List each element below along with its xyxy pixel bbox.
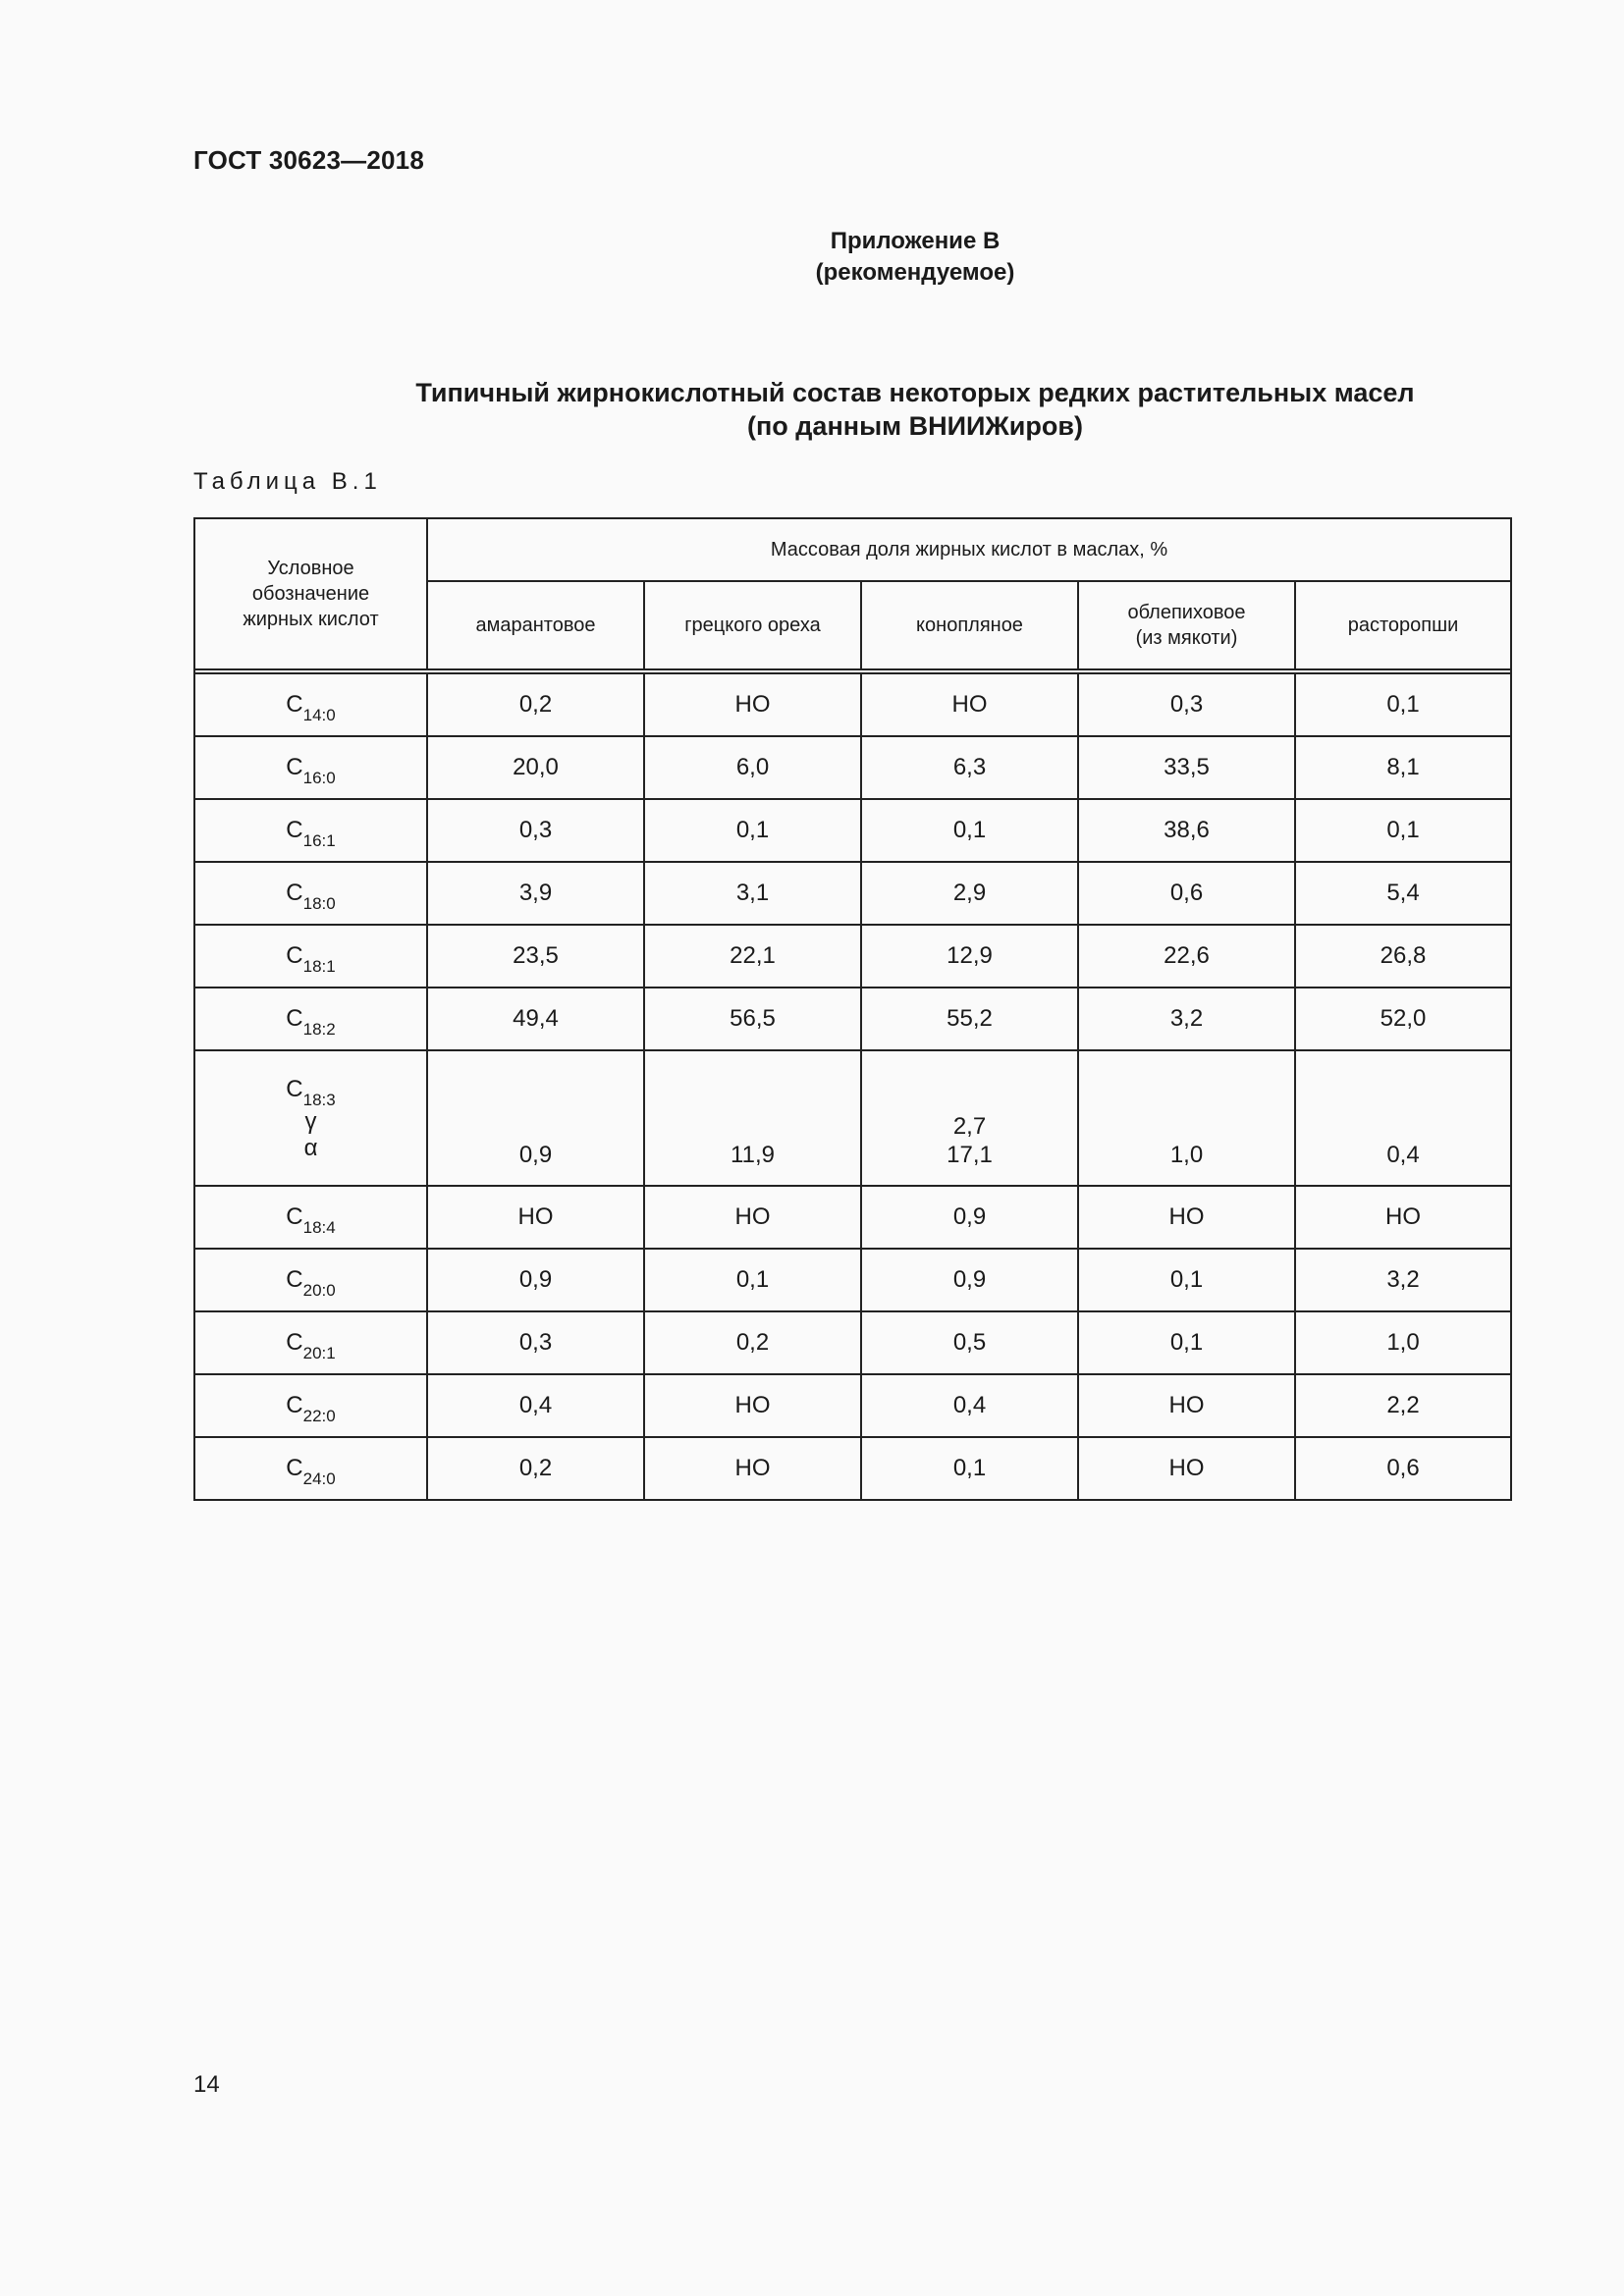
- column-header: грецкого ореха: [644, 581, 861, 669]
- acid-symbol: C: [286, 942, 303, 969]
- column-header: расторопши: [1295, 581, 1511, 669]
- value-cell: НО: [644, 1374, 861, 1437]
- acid-subscript: 18:4: [302, 1218, 336, 1237]
- table-row: [194, 799, 1511, 862]
- value-cell: 56,5: [644, 988, 861, 1050]
- alpha-value: 0,4: [1386, 1142, 1420, 1168]
- value-cell: НО: [644, 1437, 861, 1500]
- value-cell: НО: [644, 1186, 861, 1249]
- gamma-value: [1296, 1112, 1510, 1141]
- acid-cell: [194, 673, 427, 736]
- acid-cell: [194, 925, 427, 988]
- group-header-cell: Массовая доля жирных кислот в маслах, %: [427, 518, 1511, 581]
- table-row: [194, 1186, 1511, 1249]
- gamma-value: 2,7: [952, 1113, 987, 1140]
- value-cell: 0,4: [861, 1374, 1078, 1437]
- acid-cell: [194, 736, 427, 799]
- value-cell: 8,1: [1295, 736, 1511, 799]
- title-line-1: Типичный жирнокислотный состав некоторых редких растительных масел: [415, 378, 1415, 407]
- acid-cell: [194, 1311, 427, 1374]
- column-header: облепиховое (из мякоти): [1078, 581, 1295, 669]
- value-cell: 2,9: [861, 862, 1078, 925]
- value-cell: НО: [1295, 1186, 1511, 1249]
- value-cell: 0,5: [861, 1311, 1078, 1374]
- table-row: [194, 1311, 1511, 1374]
- value-cell: 0,1: [644, 799, 861, 862]
- value-cell: 0,3: [427, 799, 644, 862]
- value-cell: 20,0: [427, 736, 644, 799]
- value-cell: 0,1: [861, 799, 1078, 862]
- annex-heading: [0, 226, 1624, 289]
- value-cell: НО: [861, 673, 1078, 736]
- alpha-value: 11,9: [731, 1142, 775, 1168]
- table-row-c18-3: [194, 1050, 1511, 1186]
- table-row: [194, 673, 1511, 736]
- value-cell: 0,1: [1295, 673, 1511, 736]
- acid-symbol: C: [286, 1392, 303, 1418]
- value-cell: 23,5: [427, 925, 644, 988]
- table-row: [194, 1374, 1511, 1437]
- value-cell: 0,2: [644, 1311, 861, 1374]
- value-cell: 1,0: [1295, 1311, 1511, 1374]
- value-cell: [861, 1050, 1078, 1186]
- acid-subscript: 18:2: [302, 1020, 336, 1039]
- value-cell: 0,4: [427, 1374, 644, 1437]
- value-cell: НО: [427, 1186, 644, 1249]
- value-cell: 49,4: [427, 988, 644, 1050]
- value-cell: 33,5: [1078, 736, 1295, 799]
- value-cell: 55,2: [861, 988, 1078, 1050]
- value-cell: 0,1: [1295, 799, 1511, 862]
- value-cell: [644, 1050, 861, 1186]
- acid-symbol: C: [286, 880, 303, 906]
- value-cell: 2,2: [1295, 1374, 1511, 1437]
- acid-subscript: 16:0: [302, 769, 336, 787]
- value-cell: 0,9: [861, 1249, 1078, 1311]
- value-cell: 38,6: [1078, 799, 1295, 862]
- annex-title: Приложение В: [830, 228, 1001, 254]
- table-row: [194, 1249, 1511, 1311]
- acid-subscript: 18:3: [302, 1090, 336, 1109]
- value-cell: 0,2: [427, 673, 644, 736]
- value-cell: 6,0: [644, 736, 861, 799]
- acid-cell: [194, 1249, 427, 1311]
- value-cell: 6,3: [861, 736, 1078, 799]
- value-cell: 0,3: [427, 1311, 644, 1374]
- value-cell: 26,8: [1295, 925, 1511, 988]
- value-cell: 3,2: [1078, 988, 1295, 1050]
- acid-subscript: 22:0: [302, 1407, 336, 1425]
- value-cell: 0,3: [1078, 673, 1295, 736]
- value-cell: 0,9: [427, 1249, 644, 1311]
- fatty-acid-table: [193, 517, 1512, 1501]
- row-header-cell: Условное обозначение жирных кислот: [194, 518, 427, 669]
- value-cell: 0,6: [1295, 1437, 1511, 1500]
- acid-symbol: C: [286, 1329, 303, 1356]
- value-cell: 52,0: [1295, 988, 1511, 1050]
- acid-subscript: 20:0: [302, 1281, 336, 1300]
- alpha-label: α: [303, 1134, 318, 1161]
- value-cell: 0,1: [1078, 1311, 1295, 1374]
- acid-symbol: C: [286, 1005, 303, 1032]
- value-cell: 0,9: [861, 1186, 1078, 1249]
- acid-subscript: 20:1: [302, 1344, 336, 1362]
- acid-subscript: 14:0: [302, 706, 336, 724]
- value-cell: [1078, 1050, 1295, 1186]
- value-cell: 0,2: [427, 1437, 644, 1500]
- page-number: 14: [193, 2071, 220, 2098]
- acid-symbol: C: [286, 1266, 303, 1293]
- acid-cell: [194, 988, 427, 1050]
- table-row: [194, 925, 1511, 988]
- value-cell: [1295, 1050, 1511, 1186]
- acid-cell: [194, 1437, 427, 1500]
- acid-symbol: C: [286, 754, 303, 780]
- gamma-value: [428, 1112, 643, 1141]
- acid-subscript: 16:1: [302, 831, 336, 850]
- acid-cell: [194, 862, 427, 925]
- acid-symbol: C: [286, 1455, 303, 1481]
- value-cell: 0,6: [1078, 862, 1295, 925]
- column-header: конопляное: [861, 581, 1078, 669]
- table-row: [194, 1437, 1511, 1500]
- gamma-label: γ: [304, 1107, 317, 1135]
- title-line-2: (по данным ВНИИЖиров): [747, 411, 1083, 441]
- alpha-value: 0,9: [518, 1142, 553, 1168]
- value-cell: НО: [1078, 1186, 1295, 1249]
- alpha-value: 1,0: [1169, 1142, 1204, 1168]
- alpha-value: 17,1: [947, 1142, 993, 1168]
- value-cell: НО: [1078, 1437, 1295, 1500]
- acid-symbol: C: [286, 691, 303, 718]
- acid-symbol: C: [286, 1203, 303, 1230]
- value-cell: 12,9: [861, 925, 1078, 988]
- value-cell: НО: [1078, 1374, 1295, 1437]
- value-cell: 5,4: [1295, 862, 1511, 925]
- table-row: [194, 862, 1511, 925]
- acid-subscript: 18:0: [302, 894, 336, 913]
- gamma-value: [1079, 1112, 1294, 1141]
- value-cell: 3,1: [644, 862, 861, 925]
- value-cell: 0,1: [644, 1249, 861, 1311]
- acid-cell: [194, 1374, 427, 1437]
- gamma-value: [645, 1112, 860, 1141]
- value-cell: 22,1: [644, 925, 861, 988]
- value-cell: 3,9: [427, 862, 644, 925]
- value-cell: НО: [644, 673, 861, 736]
- acid-symbol: C: [286, 1075, 303, 1102]
- value-cell: [427, 1050, 644, 1186]
- annex-status: (рекомендуемое): [815, 259, 1015, 286]
- value-cell: 0,1: [1078, 1249, 1295, 1311]
- value-cell: 3,2: [1295, 1249, 1511, 1311]
- document-title: [0, 376, 1624, 443]
- acid-cell: [194, 1050, 427, 1186]
- acid-cell: [194, 1186, 427, 1249]
- value-cell: 0,1: [861, 1437, 1078, 1500]
- acid-cell: [194, 799, 427, 862]
- standard-header: ГОСТ 30623—2018: [193, 145, 424, 175]
- table-row: [194, 988, 1511, 1050]
- acid-subscript: 24:0: [302, 1469, 336, 1488]
- table-caption: Таблица В.1: [193, 468, 382, 495]
- value-cell: 22,6: [1078, 925, 1295, 988]
- table-row: [194, 736, 1511, 799]
- acid-subscript: 18:1: [302, 957, 336, 976]
- column-header: амарантовое: [427, 581, 644, 669]
- acid-symbol: C: [286, 817, 303, 843]
